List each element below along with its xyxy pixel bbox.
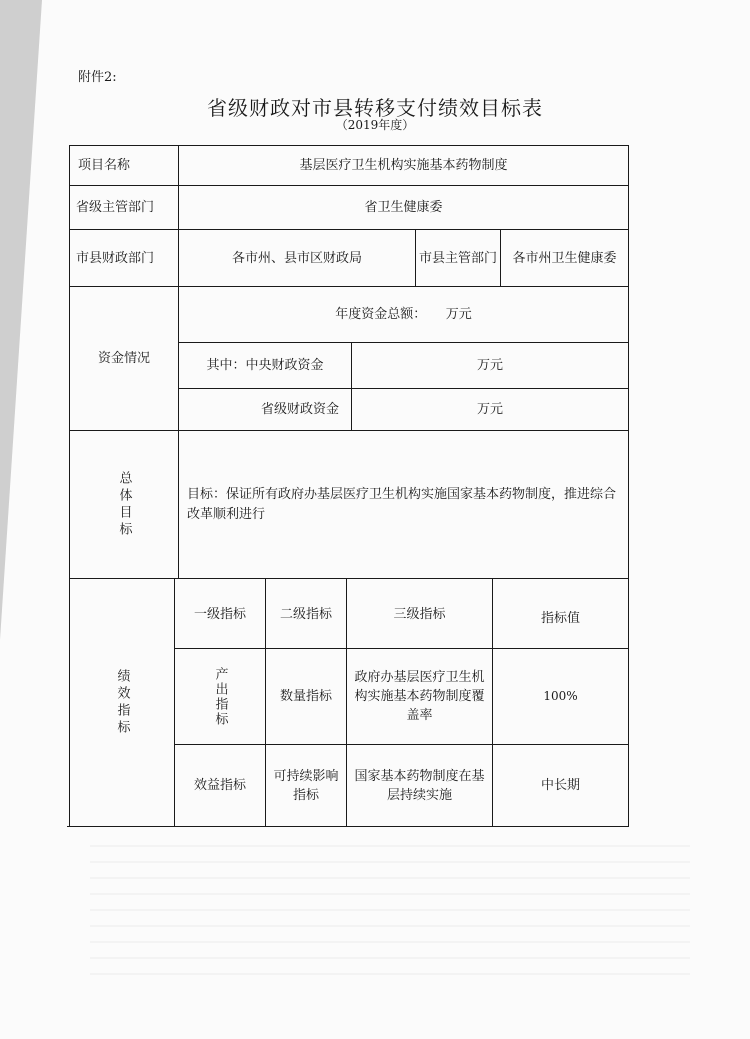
provincial-dept-label: 省级主管部门 — [76, 200, 155, 215]
header-level3: 三级指标 — [393, 607, 446, 622]
table-border-right — [628, 145, 629, 827]
row1-level2: 数量指标 — [279, 689, 332, 704]
central-funds-value: 万元 — [476, 358, 503, 373]
goal-text: 目标：保证所有政府办基层医疗卫生机构实施国家基本药物制度，推进综合改革顺利进行 — [187, 486, 617, 522]
funds-label: 资金情况 — [97, 351, 150, 366]
header-value: 指标值 — [540, 611, 580, 626]
document-year: （2019年度） — [335, 118, 415, 132]
bleed-through-text — [90, 835, 690, 975]
table-border-bottom — [67, 826, 629, 827]
row1-level1: 产出指标 — [212, 666, 228, 727]
document-title: 省级财政对市县转移支付绩效目标表 — [207, 96, 543, 120]
row2-level3: 国家基本药物制度在基层持续实施 — [354, 768, 485, 803]
performance-label: 绩效指标 — [114, 668, 130, 737]
performance-label-cell — [70, 579, 174, 826]
county-dept-label: 市县主管部门 — [418, 250, 497, 266]
row2-value: 中长期 — [540, 778, 580, 793]
provincial-funds-value: 万元 — [476, 402, 503, 417]
header-level1: 一级指标 — [193, 607, 246, 622]
project-name-label: 项目名称 — [78, 158, 131, 173]
goal-label: 总体目标 — [116, 470, 132, 539]
row1-level3: 政府办基层医疗卫生机构实施基本药物制度覆盖率 — [354, 670, 485, 723]
row1-level1-cell — [175, 649, 265, 744]
provincial-dept-value: 省卫生健康委 — [364, 200, 443, 215]
provincial-funds-label: 省级财政资金 — [260, 402, 339, 417]
central-funds-label: 其中：中央财政资金 — [206, 358, 324, 373]
finance-dept-value: 各市州、县市区财政局 — [231, 250, 362, 266]
row2-level2: 可持续影响指标 — [273, 768, 339, 803]
header-level2: 二级指标 — [279, 607, 332, 622]
row2-level1: 效益指标 — [193, 778, 246, 793]
finance-dept-label: 市县财政部门 — [76, 250, 155, 266]
goal-label-cell — [70, 431, 178, 578]
county-dept-value: 各市州卫生健康委 — [512, 250, 617, 266]
row1-value: 100% — [543, 689, 578, 703]
project-name-value: 基层医疗卫生机构实施基本药物制度 — [299, 158, 508, 173]
funds-total: 年度资金总额： 万元 — [335, 307, 472, 322]
attachment-label: 附件2: — [78, 70, 117, 85]
